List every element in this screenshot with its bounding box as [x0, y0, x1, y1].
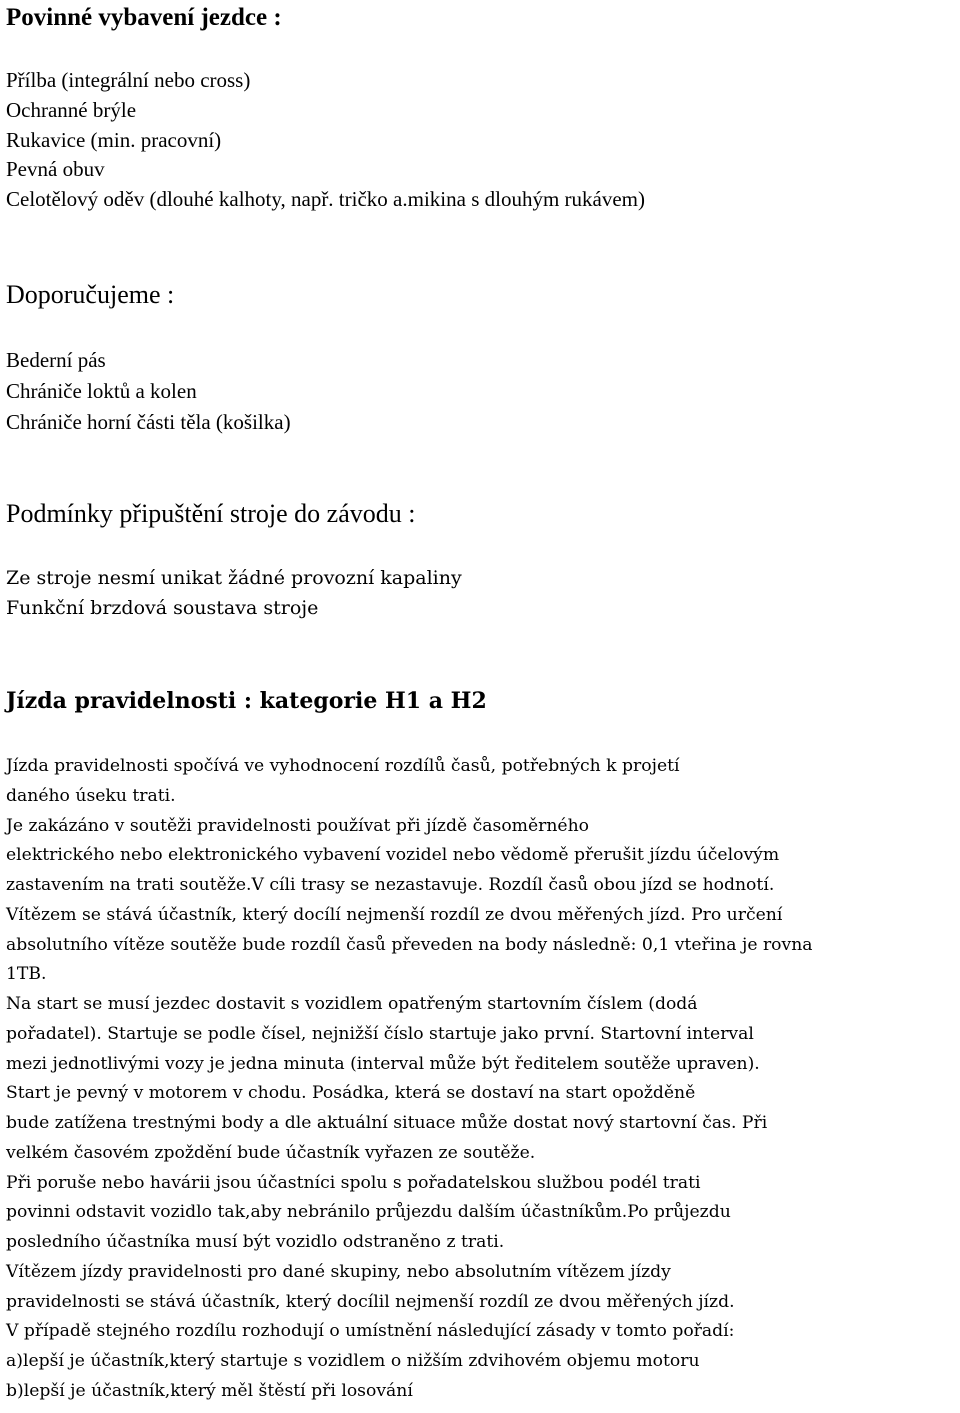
list-item: Chrániče loktů a kolen — [6, 379, 197, 403]
heading-machine-conditions: Podmínky připuštění stroje do závodu : — [6, 499, 416, 528]
text-line: velkém časovém zpoždění bude účastník vyřazen ze soutěže. — [6, 1142, 536, 1163]
text-line: V případě stejného rozdílu rozhodují o umístnění následující zásady v tomto pořadí: — [6, 1321, 735, 1342]
heading-required-equipment: Povinné vybavení jezdce : — [6, 4, 282, 31]
list-item: Rukavice (min. pracovní) — [6, 127, 222, 152]
list-item: Ze stroje nesmí unikat žádné provozní kapaliny — [6, 567, 462, 589]
text-line: absolutního vítěze soutěže bude rozdíl časů převeden na body následně: 0,1 vteřina je rovna — [6, 934, 813, 955]
text-line: 1TB. — [6, 964, 47, 985]
text-line: zastavením na trati soutěže.V cíli trasy se nezastavuje. Rozdíl časů obou jízd se hodnotí. — [6, 875, 775, 895]
text-line: posledního účastníka musí být vozidlo odstraněno z trati. — [6, 1232, 505, 1252]
list-item: Pevná obuv — [6, 157, 105, 182]
text-line: Start je pevný v motorem v chodu. Posádka, která se dostaví na start opožděně — [6, 1083, 696, 1104]
list-item: Chrániče horní části těla (košilka) — [6, 410, 291, 434]
list-required-equipment — [6, 66, 645, 215]
list-item: Funkční brzdová soustava stroje — [6, 597, 319, 619]
list-machine-conditions — [6, 563, 462, 623]
text-line: Je zakázáno v soutěži pravidelnosti používat při jízdě časoměrného — [6, 815, 590, 836]
list-item: Ochranné brýle — [6, 97, 137, 122]
list-recommended — [6, 345, 291, 438]
text-line: povinni odstavit vozidlo tak,aby nebránilo průjezdu dalším účastníkům.Po průjezdu — [6, 1202, 731, 1223]
heading-regularity-ride: Jízda pravidelnosti : kategorie H1 a H2 — [6, 688, 487, 714]
text-line: b)lepší je účastník,který měl štěstí při losování — [6, 1380, 413, 1401]
text-line: daného úseku trati. — [6, 785, 176, 806]
text-line: a)lepší je účastník,který startuje s vozidlem o nižším zdvihovém objemu motoru — [6, 1351, 700, 1371]
text-line: Při poruše nebo havárii jsou účastníci spolu s pořadatelskou službou podél trati — [6, 1172, 701, 1193]
list-item: Přílba (integrální nebo cross) — [6, 68, 251, 92]
text-line: bude zatížena trestnými body a dle aktuální situace může dostat nový startovní čas. Při — [6, 1113, 768, 1133]
text-line: mezi jednotlivými vozy je jedna minuta (interval může být ředitelem soutěže upraven). — [6, 1053, 760, 1074]
text-line: Vítězem se stává účastník, který docílí nejmenší rozdíl ze dvou měřených jízd. Pro určení — [6, 904, 783, 925]
text-line: pořadatel). Startuje se podle čísel, nejnižší číslo startuje jako první. Startovní interval — [6, 1023, 754, 1044]
text-line: Vítězem jízdy pravidelnosti pro dané skupiny, nebo absolutním vítězem jízdy — [6, 1261, 671, 1282]
text-line: pravidelnosti se stává účastník, který docílil nejmenší rozdíl ze dvou měřených jízd. — [6, 1291, 735, 1312]
list-item: Bederní pás — [6, 348, 106, 372]
heading-recommended: Doporučujeme : — [6, 280, 175, 309]
text-line: Na start se musí jezdec dostavit s vozidlem opatřeným startovním číslem (dodá — [6, 994, 698, 1014]
text-line: Jízda pravidelnosti spočívá ve vyhodnocení rozdílů časů, potřebných k projetí — [6, 756, 680, 776]
list-item: Celotělový oděv (dlouhé kalhoty, např. tričko a.mikina s dlouhým rukávem) — [6, 187, 645, 212]
regularity-ride-text — [6, 752, 813, 1407]
text-line: elektrického nebo elektronického vybavení vozidel nebo vědomě přerušit jízdu účelovým — [6, 845, 780, 866]
